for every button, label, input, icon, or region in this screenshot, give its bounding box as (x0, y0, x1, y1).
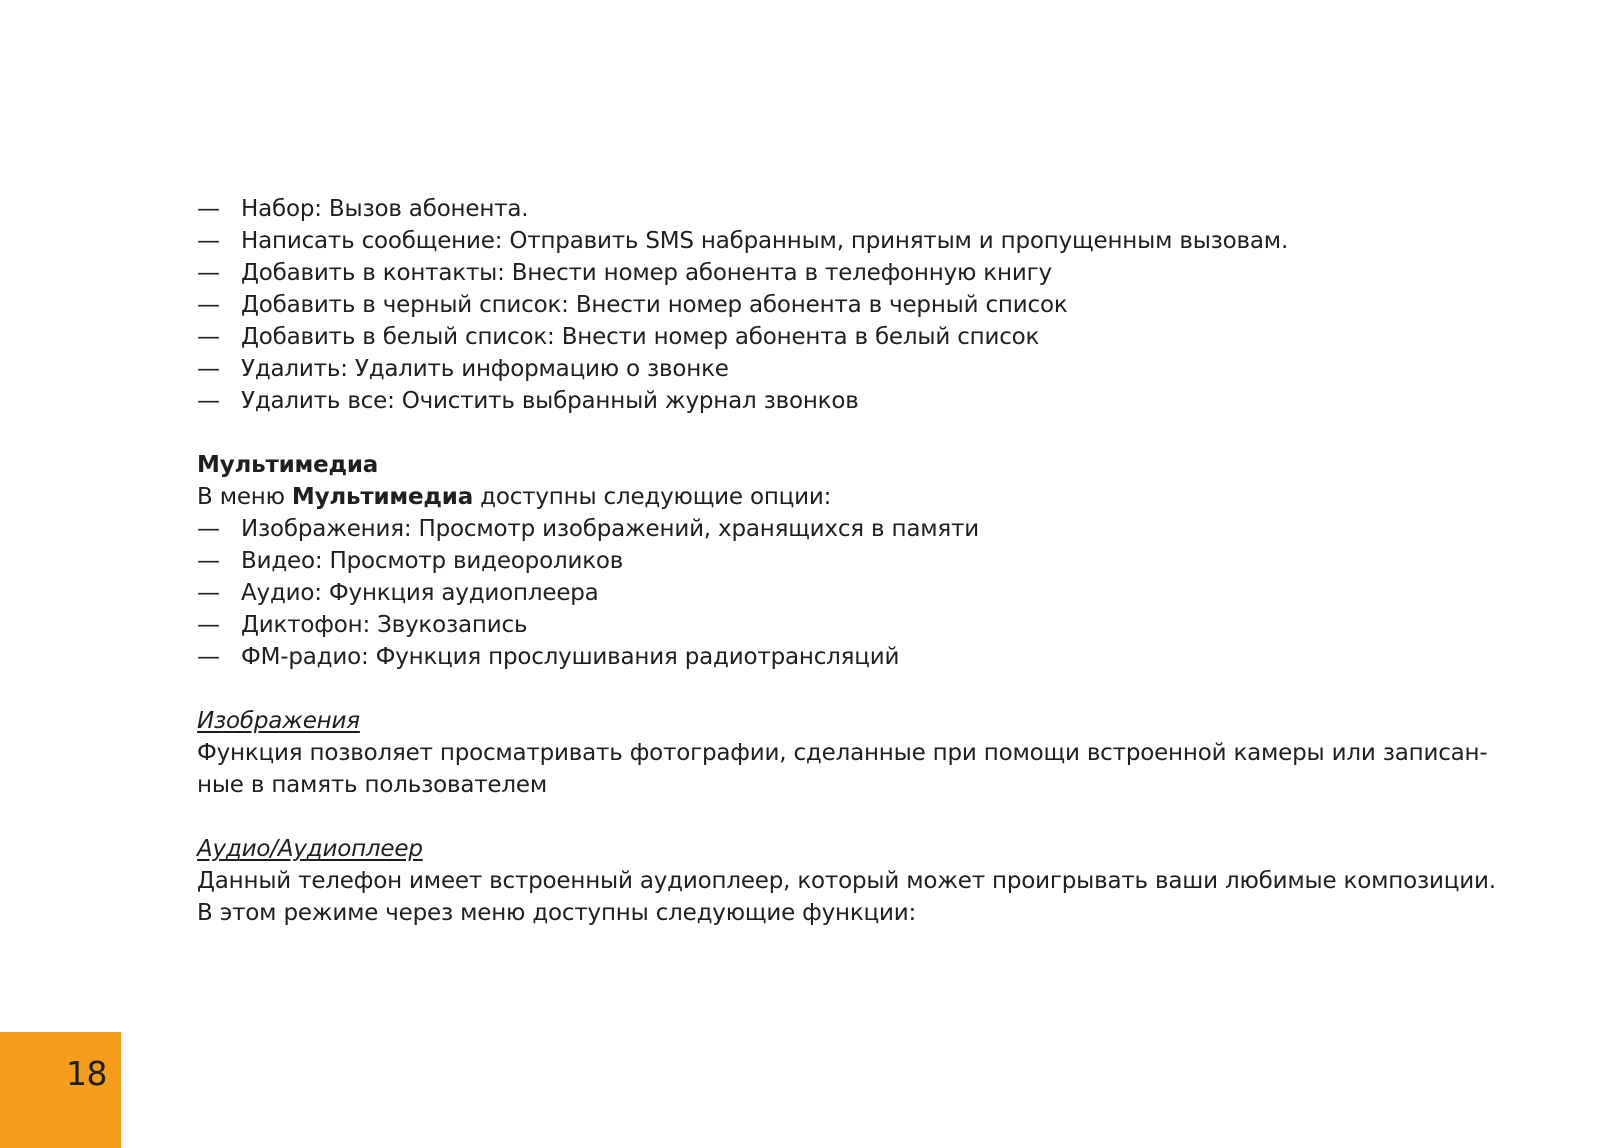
spacer (197, 801, 1437, 833)
page-number: 18 (66, 1054, 107, 1093)
list-dash: — (197, 356, 220, 382)
paragraph-line: ные в память пользователем (197, 772, 547, 798)
list-item-text: Удалить: Удалить информацию о звонке (241, 356, 729, 382)
list-item-text: Изображения: Просмотр изображений, хранящихся в памяти (241, 516, 979, 542)
list-dash: — (197, 196, 220, 222)
list-dash: — (197, 612, 220, 638)
list-item (197, 225, 1437, 257)
list-dash: — (197, 292, 220, 318)
intro-text: В меню (197, 484, 292, 510)
list-dash: — (197, 580, 220, 606)
list-item-text: Добавить в черный список: Внести номер абонента в черный список (241, 292, 1068, 318)
list-item-text: ФМ-радио: Функция прослушивания радиотрансляций (241, 644, 900, 670)
multimedia-section (197, 449, 1437, 673)
list-item-text: Написать сообщение: Отправить SMS набранным, принятым и пропущенным вызовам. (241, 228, 1289, 254)
list-item-text: Добавить в контакты: Внести номер абонента в телефонную книгу (241, 260, 1052, 286)
list-dash: — (197, 548, 220, 574)
list-item (197, 513, 1437, 545)
subsection-heading: Изображения (197, 708, 360, 734)
list-dash: — (197, 324, 220, 350)
section-heading: Мультимедиа (197, 452, 379, 478)
page-content (197, 193, 1496, 929)
spacer (197, 673, 1437, 705)
section-intro (197, 481, 1437, 513)
list-item-text: Видео: Просмотр видеороликов (241, 548, 624, 574)
audio-section (197, 833, 1496, 929)
paragraph-line: В этом режиме через меню доступны следующие функции: (197, 900, 917, 926)
spacer (197, 417, 1437, 449)
list-item (197, 385, 1437, 417)
list-item (197, 609, 1437, 641)
list-dash: — (197, 516, 220, 542)
list-dash: — (197, 388, 220, 414)
list-item (197, 193, 1437, 225)
list-item-text: Добавить в белый список: Внести номер абонента в белый список (241, 324, 1040, 350)
list-item (197, 545, 1437, 577)
list-item (197, 257, 1437, 289)
list-item-text: Набор: Вызов абонента. (241, 196, 529, 222)
list-item-text: Аудио: Функция аудиоплеера (241, 580, 599, 606)
subsection-heading: Аудио/Аудиоплеер (197, 836, 423, 862)
list-dash: — (197, 644, 220, 670)
page-number-badge (0, 1032, 121, 1148)
intro-bold-text: Мультимедиа (291, 484, 474, 510)
list-item-text: Диктофон: Звукозапись (241, 612, 528, 638)
paragraph-line: Функция позволяет просматривать фотографии, сделанные при помощи встроенной камеры или записан- (197, 740, 1488, 766)
list-item (197, 289, 1437, 321)
list-item-text: Удалить все: Очистить выбранный журнал звонков (241, 388, 859, 414)
intro-text: доступны следующие опции: (473, 484, 832, 510)
list-item (197, 321, 1437, 353)
call-options-list (197, 193, 1437, 417)
list-item (197, 641, 1437, 673)
list-dash: — (197, 260, 220, 286)
images-section (197, 705, 1488, 801)
list-dash: — (197, 228, 220, 254)
list-item (197, 577, 1437, 609)
paragraph-line: Данный телефон имеет встроенный аудиоплеер, который может проигрывать ваши любимые композиции. (197, 868, 1496, 894)
list-item (197, 353, 1437, 385)
